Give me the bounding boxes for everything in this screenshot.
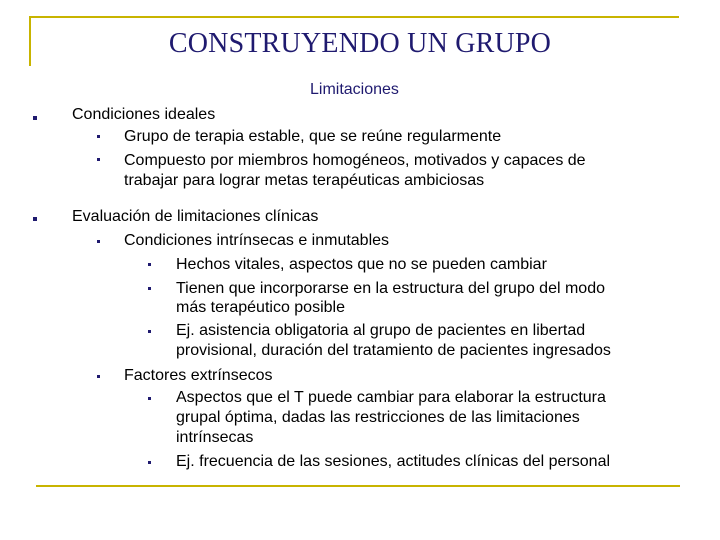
list-item: Hechos vitales, aspectos que no se pueden cambiar (176, 256, 547, 273)
bullet-icon (33, 217, 37, 221)
bullet-icon (148, 397, 151, 400)
list-item: Aspectos que el T puede cambiar para elaborar la estructura (176, 389, 606, 406)
list-item: Ej. frecuencia de las sesiones, actitudes clínicas del personal (176, 453, 611, 470)
bullet-icon (148, 330, 151, 333)
bullet-icon (148, 287, 151, 290)
bullet-icon (148, 263, 151, 266)
list-item-continuation: más terapéutico posible (176, 299, 345, 316)
section-heading: Condiciones ideales (72, 106, 216, 123)
bullet-icon (97, 240, 100, 243)
slide-title: CONSTRUYENDO UN GRUPO (168, 28, 552, 59)
bullet-icon (148, 461, 151, 464)
list-item: Grupo de terapia estable, que se reúne regularmente (124, 128, 502, 145)
bullet-icon (97, 375, 100, 378)
list-item: Compuesto por miembros homogéneos, motivados y capaces de (124, 152, 586, 169)
list-item-continuation: trabajar para lograr metas terapéuticas ambiciosas (124, 172, 485, 189)
bullet-icon (97, 135, 100, 138)
subsection-heading: Condiciones intrínsecas e inmutables (124, 232, 390, 249)
bullet-icon (97, 158, 100, 161)
bottom-rule (36, 485, 680, 487)
slide-subtitle: Limitaciones (310, 81, 399, 98)
bullet-icon (33, 116, 37, 120)
top-rule (29, 16, 679, 18)
subsection-heading: Factores extrínsecos (124, 367, 273, 384)
section-heading: Evaluación de limitaciones clínicas (72, 208, 319, 225)
list-item: Ej. asistencia obligatoria al grupo de pacientes en libertad (176, 322, 586, 339)
list-item-continuation: intrínsecas (176, 429, 254, 446)
list-item-continuation: provisional, duración del tratamiento de pacientes ingresados (176, 342, 611, 359)
list-item: Tienen que incorporarse en la estructura del grupo del modo (176, 280, 605, 297)
list-item-continuation: grupal óptima, dadas las restricciones de las limitaciones (176, 409, 580, 426)
